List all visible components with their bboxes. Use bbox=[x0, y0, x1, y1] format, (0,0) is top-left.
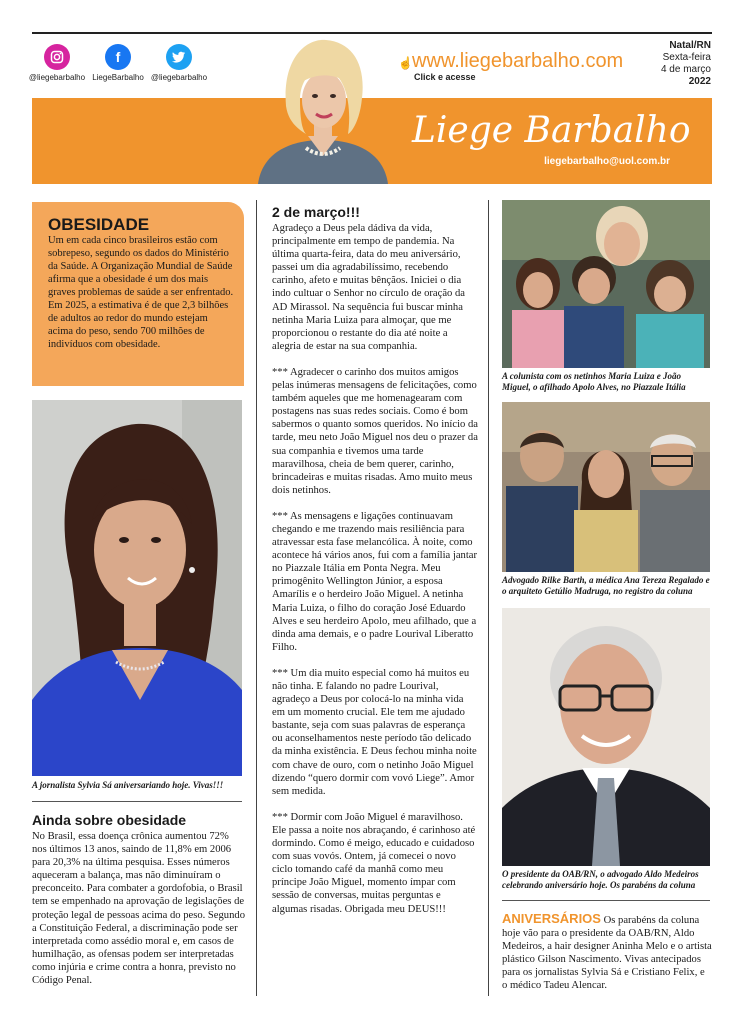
website-url: www.liegebarbalho.com bbox=[412, 50, 624, 72]
dateline bbox=[661, 40, 711, 88]
dateline-date: 4 de março bbox=[660, 64, 711, 75]
obesity-box bbox=[32, 202, 244, 386]
family-photo bbox=[502, 200, 710, 368]
aniversarios-block bbox=[502, 912, 712, 1006]
aniversarios-text: Os parabéns da coluna hoje vão para o presidente da OAB/RN, Aldo Medeiros, a hair designer Aninha Melo e o artista plástico Gilson Nascimento. Vivas antecipados para os jornalistas Sylvia Sá e Cristiano Felix, e o médico Tadeu Alencar. bbox=[502, 915, 712, 992]
website-link[interactable] bbox=[398, 50, 628, 86]
family-photo-caption: A colunista com os netinhos Maria Luiza e João Miguel, o afilhado Apolo Alves, no Piazzale Itália bbox=[502, 371, 686, 392]
obesity-box-title: OBESIDADE bbox=[48, 215, 150, 234]
obesity-section-title: Ainda sobre obesidade bbox=[32, 812, 187, 828]
group-photo bbox=[502, 402, 710, 572]
columnist-name: Liege Barbalho bbox=[412, 110, 691, 151]
dateline-year: 2022 bbox=[688, 76, 711, 87]
article-title: 2 de março!!! bbox=[272, 204, 360, 220]
twitter-icon bbox=[166, 44, 192, 70]
sylvia-sa-photo bbox=[32, 400, 242, 776]
article-paragraph-1: Agradeço a Deus pela dádiva da vida, principalmente em tempo de pandemia. Na última quarta-feira, data do meu aniversário, passei um dia agradabilíssimo, recebendo carinho, afeto e muitas bênçãos. Iniciei o dia indo cultuar o Senhor no círculo de oração da AD Mirassol. Na sequência fui buscar minha netinha Maria Luiza para almoçar, que me proporcionou o restante do dia até noite a alegria de estar na sua companhia. bbox=[272, 223, 465, 352]
group-photo-caption: Advogado Rilke Barth, a médica Ana Tereza Regalado e o arquiteto Getúlio Madruga, no registro da coluna bbox=[502, 575, 710, 596]
sylvia-sa-caption: A jornalista Sylvia Sá aniversariando hoje. Vivas!!! bbox=[32, 780, 224, 790]
article-paragraph-2: *** Agradecer o carinho dos muitos amigos pelas inúmeras mensagens de felicitações, como também aqueles que me homenagearam com postagens nas suas redes sociais. Como é bom sabermos o quanto somos queridos. No início da tarde, meu neto João Miguel nos deu o prazer da sua companhia e tivemos uma tarde maravilhosa, cheia de bem querer, carinho, brincadeiras e muitas risadas. Amo muito meus dois netinhos. bbox=[272, 366, 478, 496]
columnist-email[interactable]: liegebarbalho@uol.com.br bbox=[544, 156, 670, 167]
obesity-section-text bbox=[32, 830, 246, 1000]
article-body bbox=[272, 222, 478, 929]
obesity-box-text: Um em cada cinco brasileiros estão com sobrepeso, segundo os dados do Ministério da Saúde. A Organização Mundial de Saúde afirma que a obesidade é um dos mais graves problemas de saúde a ser enfrentado. Em 2025, a estimativa é de que 2,3 bilhões de adultos ao redor do mundo estejam acima do peso, sendo 700 milhões de indivíduos com obesidade. bbox=[48, 235, 234, 350]
article-paragraph-3: *** As mensagens e ligações continuavam chegando e me trazendo mais resiliência para atravessar esta fase melancólica. À noite, como acontece há vários anos, fui com a família jantar no Piazzale Itália em Ponta Negra. Meu primogênito Wellington Júnior, a esposa Amarílis e o herdeiro João Miguel. A netinha Maria Luiza, o filho do coração José Eduardo Alves e seu herdeiro Apolo, meu afilhado, que a dinda ama demais, e o padre Lourival Liberatto Filho. bbox=[272, 510, 478, 653]
columnist-portrait bbox=[248, 36, 398, 184]
aldo-medeiros-photo bbox=[502, 608, 710, 866]
article-paragraph-5: *** Dormir com João Miguel é maravilhoso. Ele passa a noite nos abraçando, é carinhoso até dormindo. Como é meigo, educado e cuidadoso com suas vovós. Ontem, já comecei o novo ciclo tomando café da manhã como meu príncipe João Miguel, momento ímpar com sessão de conversas, muitas perguntas e algumas risadas. Obrigada meu DEUS!!! bbox=[272, 811, 476, 915]
right-divider bbox=[502, 900, 710, 901]
hand-pointer-icon: ☝ bbox=[398, 56, 413, 70]
social-facebook[interactable] bbox=[83, 44, 153, 82]
article-paragraph-4: *** Um dia muito especial como há muitos eu não tinha. E falando no padre Lourival, agradeço a Deus por colocá-lo na minha vida em um momento crucial. Ele tem me ajudado bastante, seja com suas palavras de esperança ou aconselhamentos neste período tão delicado da minha existência. E Deus fechou minha noite com chave de ouro, com o netinho João Miguel dizendo “quero dormir com vovó Liege”. Amor sem medida. bbox=[272, 667, 477, 797]
obesity-section-paragraph: No Brasil, essa doença crônica aumentou 72% nos últimos 13 anos, saindo de 11,8% em 2006 para 20,3% na última pesquisa. Esses números aqueceram a balança, mas não diminuíram o preconceito. Para combater a gordofobia, o Brasil tem se empenhado na aprovação de legislações de proteção legal de pessoas acima do peso. Segundo a Constituição Federal, a discriminação pode ser interpretada como assédio moral e, em casos de humilhação, as ofensas podem ser interpretadas como injúria e crime contra a honra, previsto no Código Penal. bbox=[32, 831, 245, 987]
aniversarios-label: ANIVERSÁRIOS bbox=[502, 911, 601, 926]
facebook-icon: f bbox=[105, 44, 131, 70]
social-instagram[interactable] bbox=[22, 44, 92, 82]
twitter-handle: @liegebarbalho bbox=[150, 73, 208, 82]
social-twitter[interactable] bbox=[144, 44, 214, 82]
website-cta: Click e acesse bbox=[414, 72, 476, 82]
facebook-handle: LiegeBarbalho bbox=[92, 73, 144, 82]
column-rule-right bbox=[488, 200, 489, 996]
dateline-weekday: Sexta-feira bbox=[662, 52, 711, 63]
instagram-icon bbox=[44, 44, 70, 70]
instagram-handle: @liegebarbalho bbox=[28, 73, 86, 82]
aldo-medeiros-caption: O presidente da OAB/RN, o advogado Aldo Medeiros celebrando aniversário hoje. Os parabéns da coluna bbox=[502, 869, 699, 890]
dateline-city: Natal/RN bbox=[669, 40, 711, 51]
top-rule bbox=[32, 32, 712, 34]
left-divider bbox=[32, 801, 242, 802]
column-rule-left bbox=[256, 200, 257, 996]
